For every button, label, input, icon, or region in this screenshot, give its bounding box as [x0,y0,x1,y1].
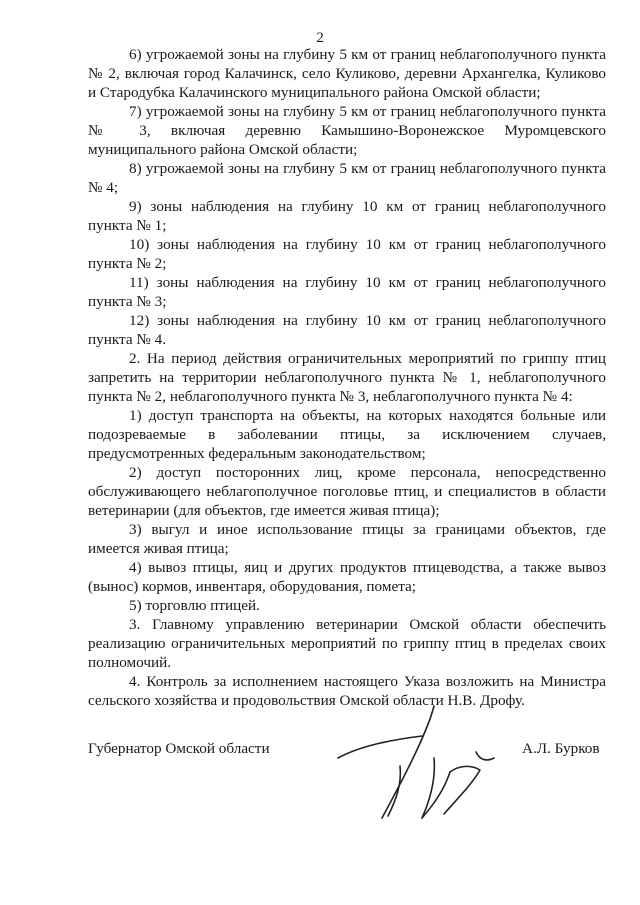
paragraph-9-observation-zone-1: 9) зоны наблюдения на глубину 10 км от границ неблагополучного пункта № 1; [88,198,606,234]
paragraph-8-threat-zone-4: 8) угрожаемой зоны на глубину 5 км от границ неблагополучного пункта № 4; [88,160,606,196]
prohibition-4-export: 4) вывоз птицы, яиц и других продуктов птицеводства, а также вывоз (вынос) кормов, инвентаря, оборудования, помета; [88,559,606,595]
document-body [88,45,606,710]
section-4-control: 4. Контроль за исполнением настоящего Указа возложить на Министра сельского хозяйства и продовольствия Омской области Н.В. Дрофу. [88,673,606,709]
paragraph-12-observation-zone-4: 12) зоны наблюдения на глубину 10 км от границ неблагополучного пункта № 4. [88,312,606,348]
signatory-title: Губернатор Омской области [88,740,270,757]
prohibition-5-trade: 5) торговлю птицей. [129,597,260,614]
prohibition-1-transport: 1) доступ транспорта на объекты, на которых находятся больные или подозреваемые в заболевании птицы, за исключением случаев, предусмотренных федеральным законодательством; [88,407,606,462]
paragraph-7-threat-zone-3: 7) угрожаемой зоны на глубину 5 км от границ неблагополучного пункта № 3, включая деревню Камышино-Воронежское Муромцевского муниципального района Омской области; [88,103,606,158]
handwritten-signature [330,700,520,825]
section-3-veterinary-directive: 3. Главному управлению ветеринарии Омской области обеспечить реализацию ограничительных мероприятий по гриппу птиц в пределах своих полномочий. [88,616,606,671]
signatory-name: А.Л. Бурков [522,740,600,757]
prohibition-2-outsiders: 2) доступ посторонних лиц, кроме персонала, непосредственно обслуживающего неблагополучное поголовье птиц, и специалистов в области ветеринарии (для объектов, где имеется живая птица); [88,464,606,519]
section-2-prohibitions: 2. На период действия ограничительных мероприятий по гриппу птиц запретить на территории неблагополучного пункта № 1, неблагополучного пункта № 2, неблагополучного пункта № 3, неблагополучного пункта № 4: [88,350,606,405]
paragraph-11-observation-zone-3: 11) зоны наблюдения на глубину 10 км от границ неблагополучного пункта № 3; [88,274,606,310]
paragraph-10-observation-zone-2: 10) зоны наблюдения на глубину 10 км от границ неблагополучного пункта № 2; [88,236,606,272]
prohibition-3-free-range: 3) выгул и иное использование птицы за границами объектов, где имеется живая птица; [88,521,606,557]
paragraph-6-threat-zone-2: 6) угрожаемой зоны на глубину 5 км от границ неблагополучного пункта № 2, включая город Калачинск, село Куликово, деревни Архангелка, Куликово и Стародубка Калачинского муниципального района Омской области; [88,46,606,101]
page-number: 2 [316,29,324,46]
